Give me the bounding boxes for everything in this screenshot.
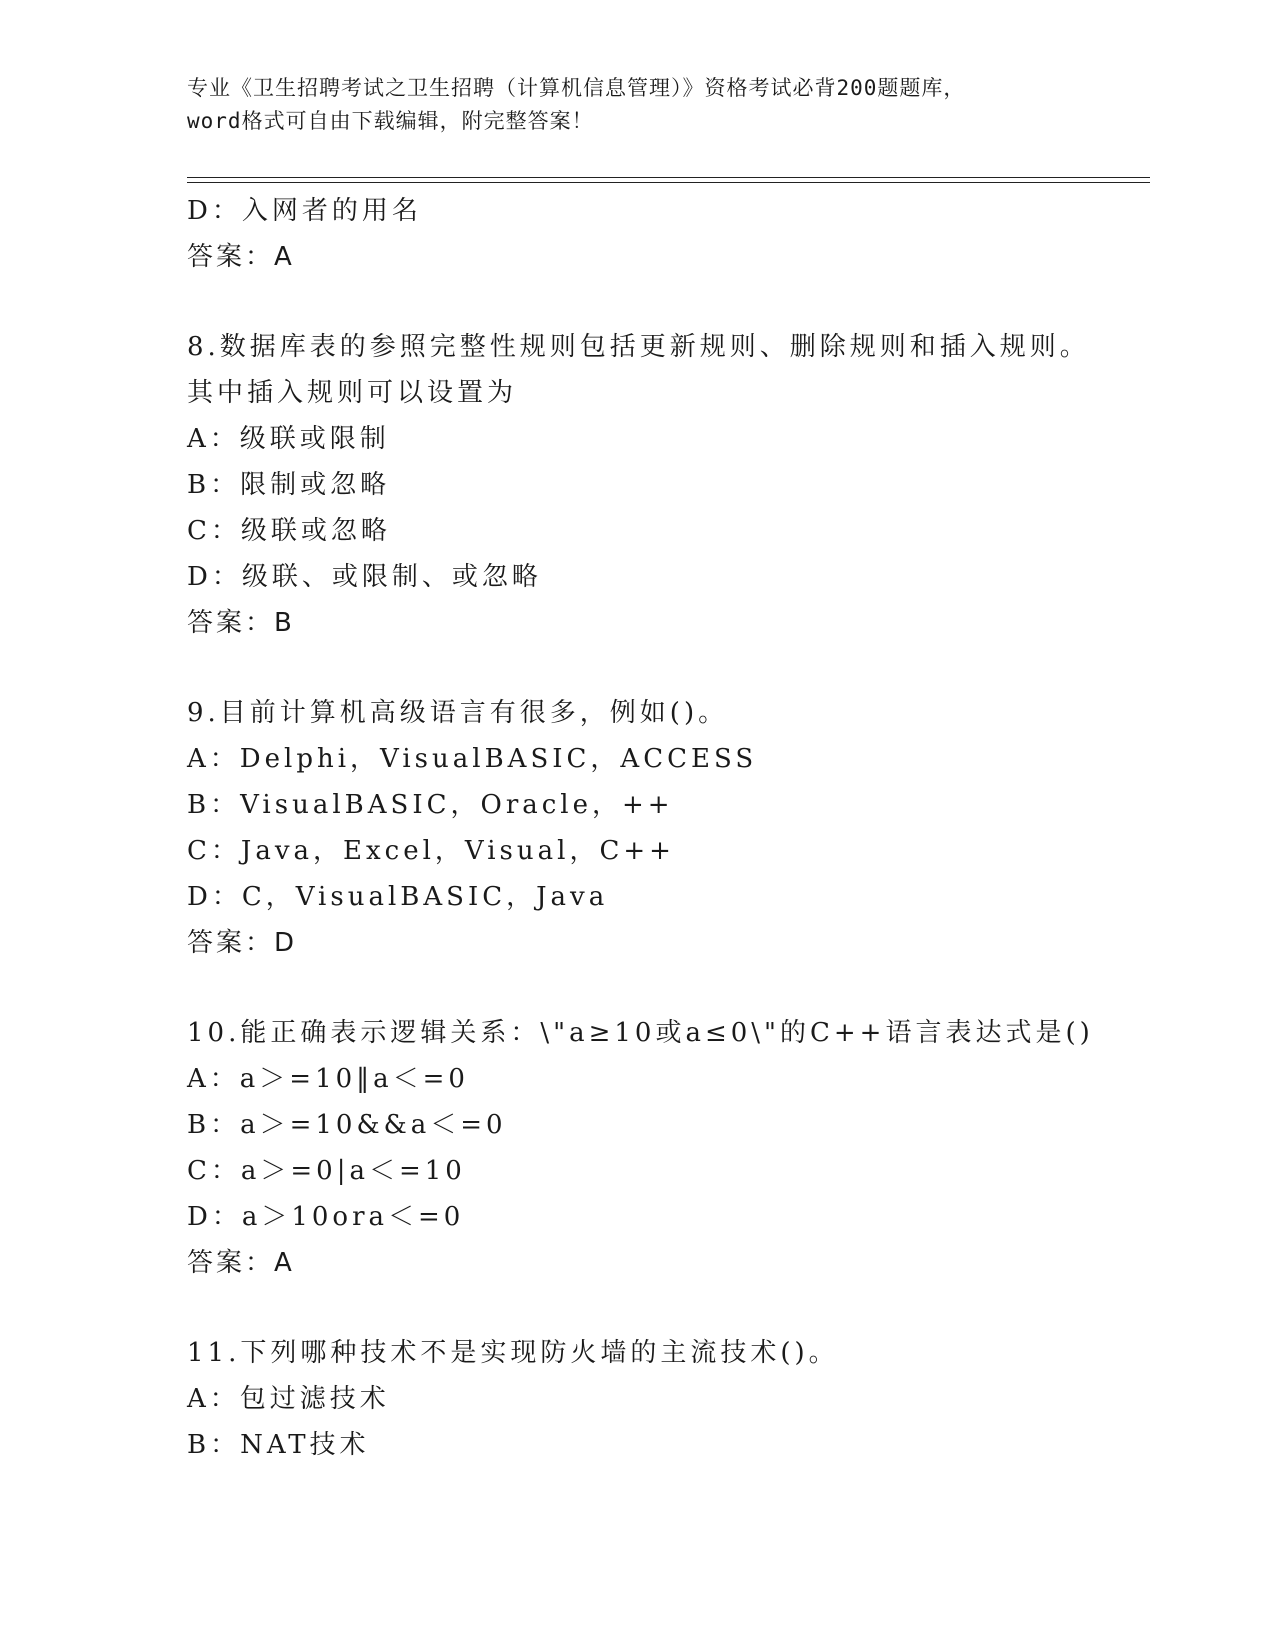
option-d: D：C，VisualBASIC，Java bbox=[187, 882, 609, 912]
header-title-line-2: word格式可自由下载编辑，附完整答案！ bbox=[187, 109, 594, 133]
question-10 bbox=[187, 1010, 1150, 1286]
answer-line: 答案：D bbox=[187, 928, 298, 958]
question-7-tail bbox=[187, 188, 1150, 280]
option-b: B：限制或忽略 bbox=[187, 470, 391, 500]
option-d: D：a＞10ora＜=0 bbox=[187, 1202, 465, 1232]
option-a: A：级联或限制 bbox=[187, 424, 390, 454]
option-a: A：Delphi，VisualBASIC，ACCESS bbox=[187, 744, 758, 774]
question-11 bbox=[187, 1330, 1150, 1468]
answer-line: 答案：A bbox=[187, 1248, 295, 1278]
answer-line: 答案：B bbox=[187, 608, 295, 638]
header-divider-bottom bbox=[187, 182, 1150, 183]
question-stem: 9.目前计算机高级语言有很多，例如()。 bbox=[187, 698, 729, 728]
question-list bbox=[187, 188, 1150, 1468]
document-header bbox=[187, 72, 1087, 138]
option-b: B：a＞=10&&a＜=0 bbox=[187, 1110, 507, 1140]
option-b: B：NAT技术 bbox=[187, 1430, 370, 1460]
question-8 bbox=[187, 324, 1150, 646]
option-a: A：a＞=10‖a＜=0 bbox=[187, 1064, 469, 1094]
option-d: D：级联、或限制、或忽略 bbox=[187, 562, 542, 592]
option-d: D：入网者的用名 bbox=[187, 196, 422, 226]
option-c: C：级联或忽略 bbox=[187, 516, 391, 546]
answer-line: 答案：A bbox=[187, 242, 295, 272]
header-divider-top bbox=[187, 177, 1150, 178]
option-a: A：包过滤技术 bbox=[187, 1384, 390, 1414]
option-b: B：VisualBASIC，Oracle，++ bbox=[187, 790, 674, 820]
question-stem-continued: 其中插入规则可以设置为 bbox=[187, 378, 518, 408]
question-stem: 11.下列哪种技术不是实现防火墙的主流技术()。 bbox=[187, 1338, 839, 1368]
question-stem: 10.能正确表示逻辑关系：\"a≥10或a≤0\"的C++语言表达式是() bbox=[187, 1018, 1094, 1048]
header-title-line-1: 专业《卫生招聘考试之卫生招聘（计算机信息管理）》资格考试必背200题题库， bbox=[187, 76, 966, 100]
question-9 bbox=[187, 690, 1150, 966]
option-c: C：Java，Excel，Visual，C++ bbox=[187, 836, 675, 866]
option-c: C：a＞=0|a＜=10 bbox=[187, 1156, 466, 1186]
question-stem: 8.数据库表的参照完整性规则包括更新规则、删除规则和插入规则。 bbox=[187, 332, 1090, 362]
